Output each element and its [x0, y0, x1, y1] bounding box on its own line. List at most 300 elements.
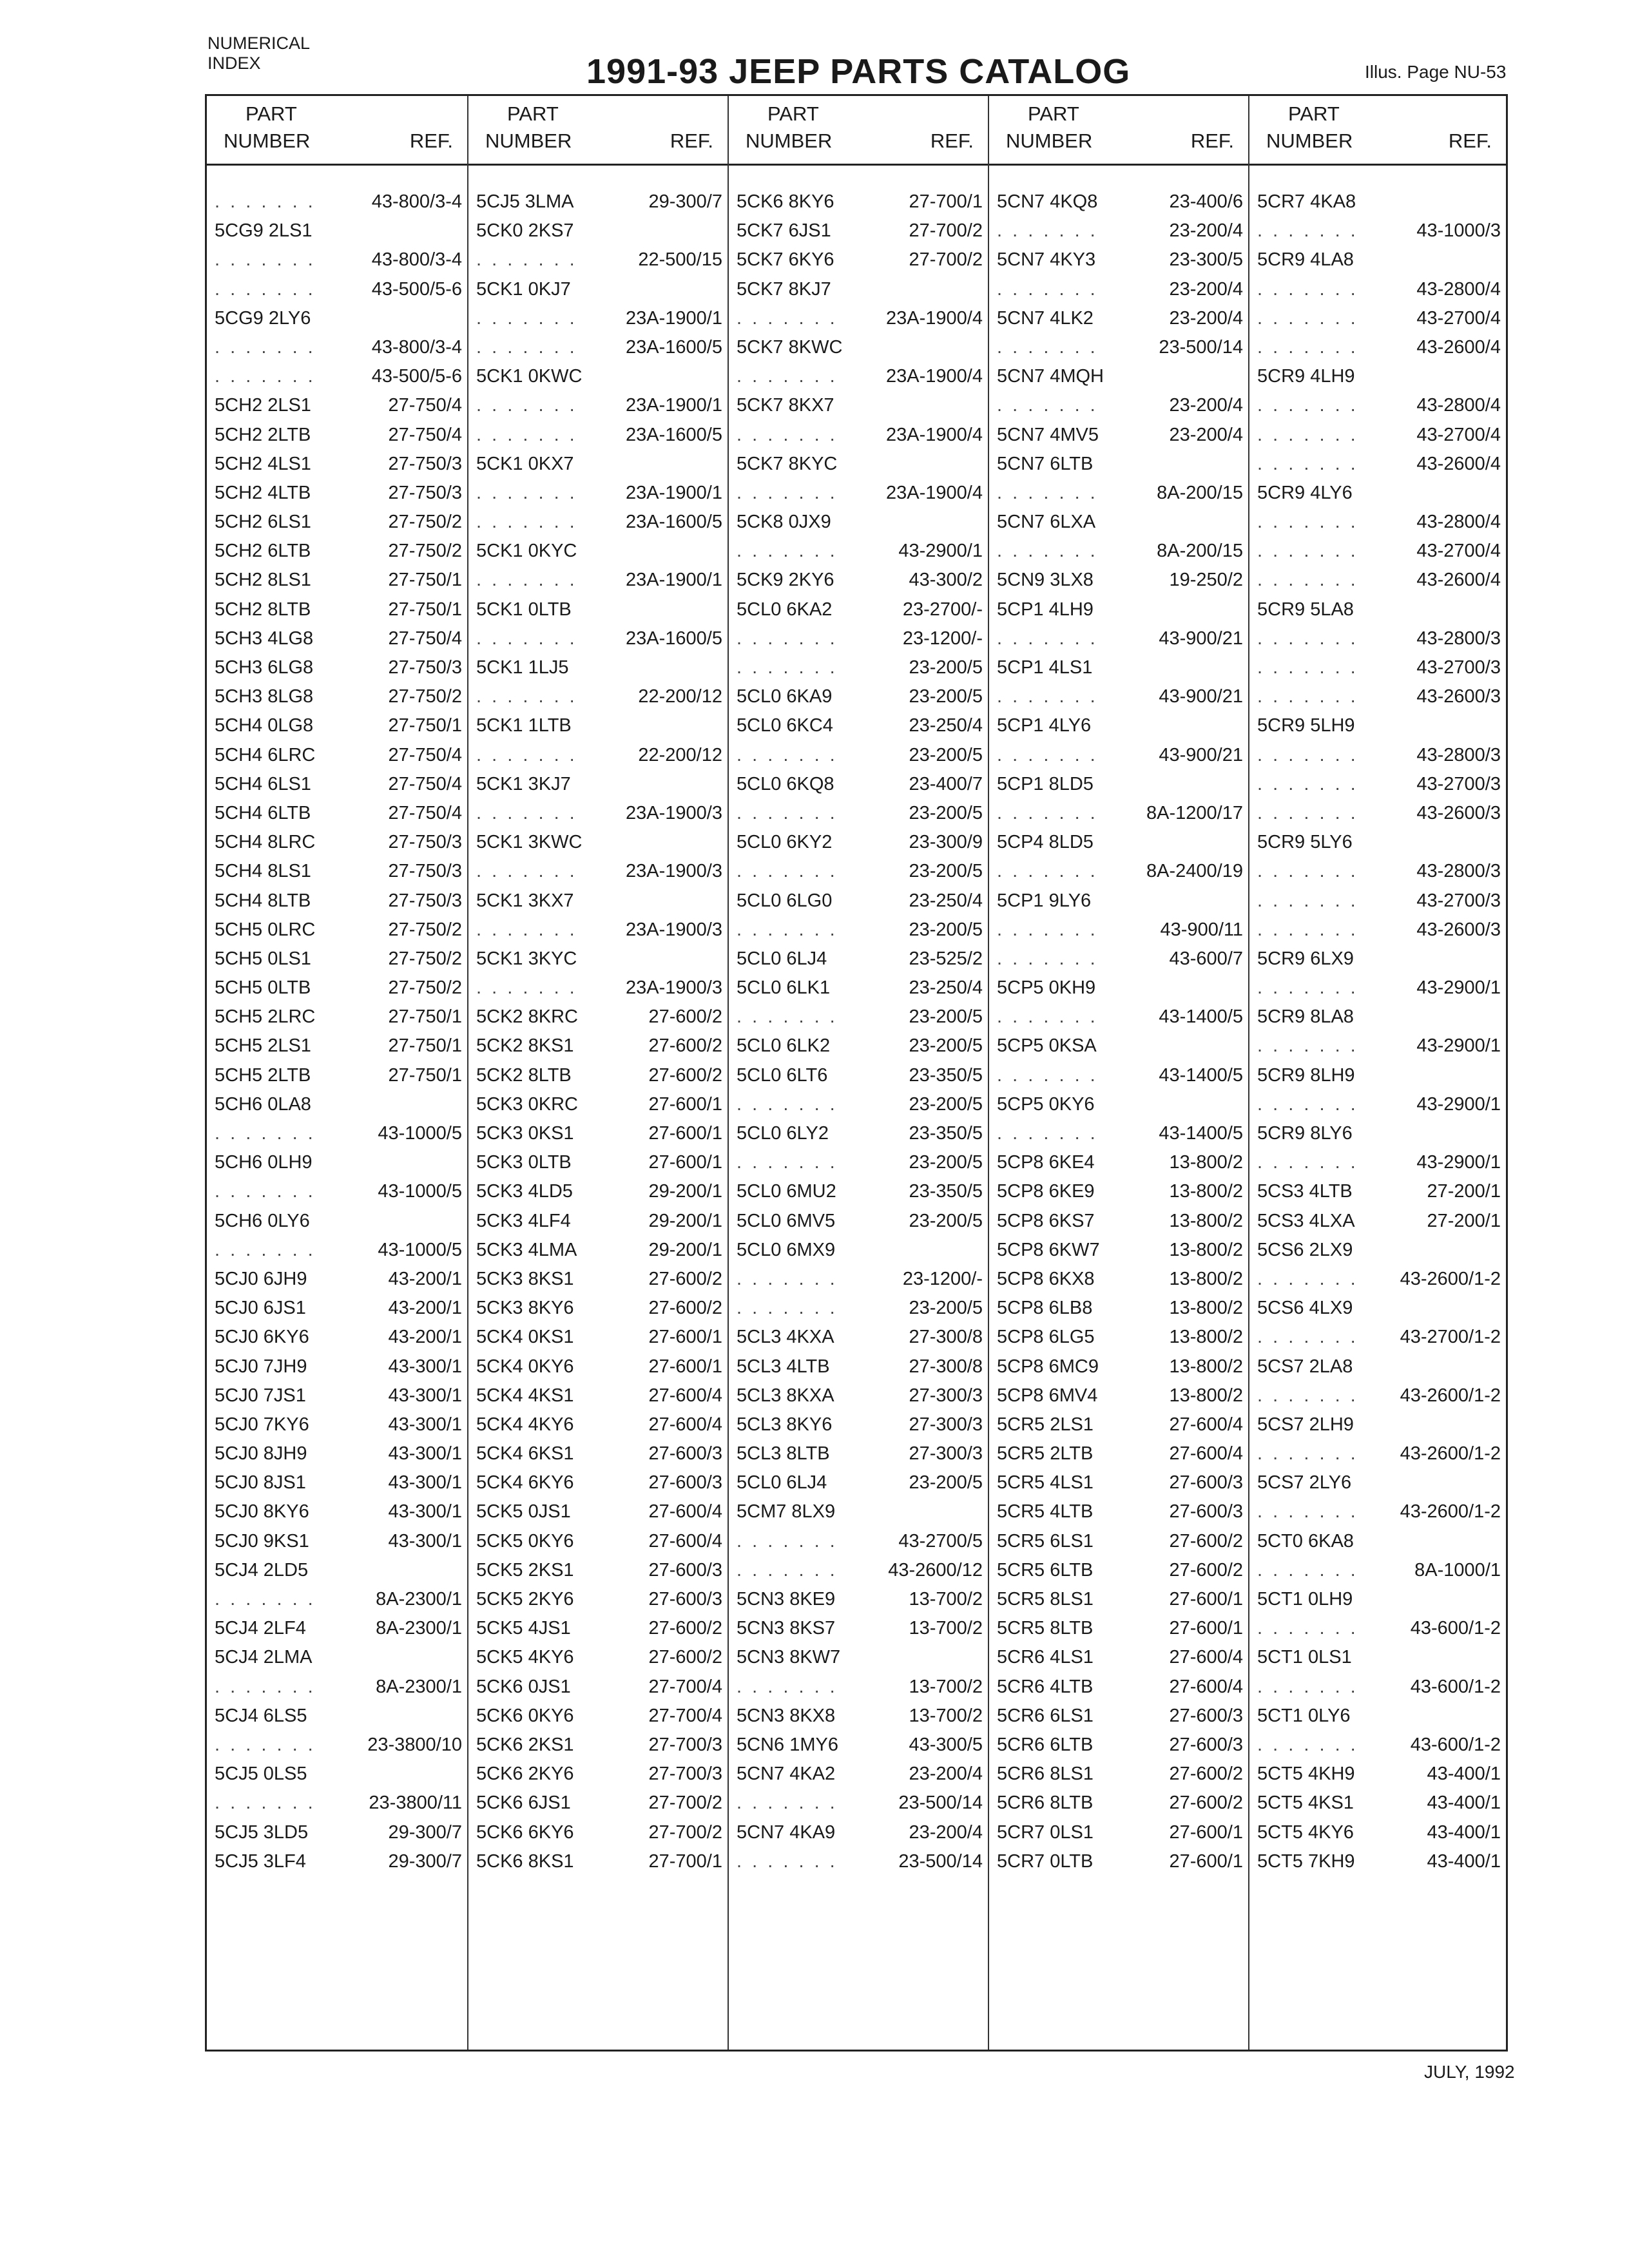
table-row	[1249, 740, 1506, 769]
ref-value: 27-750/2	[388, 686, 462, 707]
table-row	[207, 1642, 467, 1671]
table-row	[729, 361, 988, 390]
leader-dots: . . . . . . .	[1257, 919, 1358, 940]
table-row	[1249, 535, 1506, 564]
leader-dots: . . . . . . .	[215, 366, 316, 387]
table-row	[989, 215, 1248, 244]
ref-value: 27-600/2	[648, 1298, 722, 1319]
table-row	[207, 798, 467, 827]
table-row	[207, 1817, 467, 1846]
part-number: 5CR9 4LY6	[1257, 482, 1353, 503]
table-row	[1249, 1496, 1506, 1525]
leader-dots: . . . . . . .	[997, 628, 1098, 649]
table-row	[468, 1147, 728, 1176]
index-rows	[207, 186, 467, 1875]
table-row	[468, 1060, 728, 1089]
ref-value: 27-750/4	[388, 773, 462, 794]
part-number: 5CP1 8LD5	[997, 773, 1094, 794]
ref-value: 13-800/2	[1169, 1327, 1243, 1348]
table-row	[468, 1729, 728, 1758]
table-row	[468, 506, 728, 535]
ref-value: 43-2600/1-2	[1400, 1501, 1501, 1523]
leader-dots: . . . . . . .	[1257, 1734, 1358, 1755]
table-row	[1249, 827, 1506, 856]
table-row	[207, 1787, 467, 1816]
ref-value: 43-2600/12	[888, 1559, 983, 1581]
table-row	[729, 419, 988, 448]
part-number: 5CT5 7KH9	[1257, 1850, 1355, 1872]
part-number: 5CL0 6KA9	[737, 686, 833, 707]
leader-dots: . . . . . . .	[1257, 1327, 1358, 1348]
table-row	[207, 1729, 467, 1758]
table-row	[207, 1235, 467, 1264]
part-number: 5CJ0 6JS1	[215, 1298, 306, 1319]
part-number: 5CS7 2LY6	[1257, 1472, 1352, 1494]
part-number: 5CN7 4KA2	[737, 1763, 836, 1785]
table-row	[1249, 1700, 1506, 1729]
table-row	[989, 740, 1248, 769]
part-number: 5CT1 0LY6	[1257, 1705, 1351, 1726]
part-number: 5CG9 2LY6	[215, 307, 311, 329]
part-number: 5CR9 8LH9	[1257, 1064, 1355, 1086]
leader-dots: . . . . . . .	[1257, 1035, 1358, 1057]
index-column	[988, 96, 1248, 2050]
ref-value: 27-600/3	[1169, 1472, 1243, 1494]
ref-value: 27-750/1	[388, 1035, 462, 1057]
leader-dots: . . . . . . .	[997, 220, 1098, 242]
part-number: 5CH2 4LS1	[215, 453, 311, 474]
ref-value: 27-700/3	[648, 1763, 722, 1785]
ref-value: 27-750/4	[388, 802, 462, 823]
ref-value: 27-700/3	[648, 1734, 722, 1755]
part-number: 5CK7 6KY6	[737, 249, 834, 271]
ref-value: 29-200/1	[648, 1181, 722, 1202]
table-row	[729, 594, 988, 623]
part-number: 5CL3 8LTB	[737, 1443, 830, 1465]
table-row	[1249, 1467, 1506, 1496]
part-number: 5CN7 4MQH	[997, 366, 1104, 387]
table-row	[729, 1642, 988, 1671]
ref-value: 27-600/4	[648, 1501, 722, 1523]
leader-dots: . . . . . . .	[997, 278, 1098, 300]
leader-dots: . . . . . . .	[737, 541, 838, 562]
part-number: 5CN3 8KW7	[737, 1647, 841, 1668]
ref-value: 43-300/1	[388, 1385, 462, 1406]
leader-dots: . . . . . . .	[215, 336, 316, 358]
part-number: 5CK5 0KY6	[476, 1530, 574, 1552]
ref-value: 43-2600/4	[1416, 336, 1501, 358]
table-row	[989, 856, 1248, 885]
leader-dots: . . . . . . .	[476, 686, 577, 707]
part-number: 5CR9 8LA8	[1257, 1006, 1354, 1028]
leader-dots: . . . . . . .	[476, 919, 577, 940]
table-row	[989, 1351, 1248, 1380]
part-number: 5CJ5 3LF4	[215, 1850, 306, 1872]
ref-value: 23-200/5	[909, 861, 983, 882]
part-number: 5CK9 2KY6	[737, 570, 834, 591]
ref-value: 23A-1900/1	[626, 570, 722, 591]
ref-value: 13-700/2	[909, 1676, 983, 1697]
ref-value: 8A-2300/1	[376, 1618, 462, 1639]
part-number: 5CH5 0LS1	[215, 948, 311, 969]
column-header	[989, 96, 1248, 166]
table-row	[729, 652, 988, 681]
table-row	[468, 1584, 728, 1613]
table-row	[207, 1409, 467, 1438]
ref-value: 13-700/2	[909, 1618, 983, 1639]
index-rows	[1249, 186, 1506, 1875]
part-number: 5CH3 8LG8	[215, 686, 314, 707]
part-number: 5CL0 6MV5	[737, 1210, 836, 1231]
ref-value: 27-700/2	[648, 1792, 722, 1814]
table-row	[1249, 1176, 1506, 1205]
table-row	[989, 274, 1248, 303]
ref-value: 23-200/5	[909, 1298, 983, 1319]
part-number: 5CJ0 7JH9	[215, 1356, 307, 1377]
part-number: 5CH3 6LG8	[215, 657, 314, 678]
index-column	[207, 96, 467, 2050]
part-number: 5CJ0 8JH9	[215, 1443, 307, 1465]
part-number: 5CK5 2KY6	[476, 1589, 574, 1610]
part-number: 5CM7 8LX9	[737, 1501, 836, 1523]
leader-dots: . . . . . . .	[737, 1559, 838, 1581]
ref-value: 27-750/1	[388, 599, 462, 620]
ref-value: 23-250/4	[909, 890, 983, 911]
table-row	[207, 1321, 467, 1350]
ref-value: 8A-2300/1	[376, 1676, 462, 1697]
part-number: 5CP5 0KSA	[997, 1035, 1097, 1057]
ref-value: 43-300/1	[388, 1472, 462, 1494]
table-row	[989, 1060, 1248, 1089]
header-ref: REF.	[670, 130, 713, 152]
table-row	[989, 1206, 1248, 1235]
table-row	[468, 1351, 728, 1380]
part-number: 5CP8 6KE9	[997, 1181, 1095, 1202]
table-row	[468, 1846, 728, 1875]
table-row	[729, 1671, 988, 1700]
part-number: 5CN7 6LXA	[997, 512, 1096, 533]
leader-dots: . . . . . . .	[215, 1589, 316, 1610]
table-row	[989, 303, 1248, 332]
ref-value: 27-600/1	[648, 1356, 722, 1377]
ref-value: 23-200/5	[909, 1035, 983, 1057]
table-row	[989, 1293, 1248, 1321]
table-row	[207, 1089, 467, 1118]
part-number: 5CT1 0LH9	[1257, 1589, 1353, 1610]
table-row	[207, 1147, 467, 1176]
part-number: 5CH5 0LTB	[215, 977, 311, 999]
part-number: 5CR5 2LS1	[997, 1414, 1094, 1435]
part-number: 5CL3 4KXA	[737, 1327, 834, 1348]
ref-value: 43-2800/3	[1416, 861, 1501, 882]
table-row	[729, 972, 988, 1001]
part-number: 5CH4 8LS1	[215, 861, 311, 882]
part-number: 5CH5 2LS1	[215, 1035, 311, 1057]
table-row	[989, 390, 1248, 419]
ref-value: 23-1200/-	[902, 628, 983, 649]
part-number: 5CL0 6KQ8	[737, 773, 834, 794]
table-row	[989, 1584, 1248, 1613]
part-number: 5CP8 6KX8	[997, 1268, 1095, 1289]
ref-value: 27-600/1	[648, 1123, 722, 1144]
part-number: 5CK1 3KX7	[476, 890, 574, 911]
table-row	[468, 740, 728, 769]
ref-value: 43-2600/3	[1416, 686, 1501, 707]
header-part: PART	[1028, 102, 1079, 125]
part-number: 5CS3 4LXA	[1257, 1210, 1355, 1231]
part-number: 5CP8 6LB8	[997, 1298, 1093, 1319]
ref-value: 27-700/4	[648, 1676, 722, 1697]
table-row	[1249, 1584, 1506, 1613]
table-row	[468, 798, 728, 827]
leader-dots: . . . . . . .	[1257, 307, 1358, 329]
table-row	[468, 1642, 728, 1671]
part-number: 5CT5 4KH9	[1257, 1763, 1355, 1785]
leader-dots: . . . . . . .	[737, 628, 838, 649]
part-number: 5CP8 6KW7	[997, 1239, 1100, 1260]
ref-value: 43-2800/4	[1416, 395, 1501, 416]
part-number: 5CJ0 9KS1	[215, 1530, 309, 1552]
header-part: PART	[246, 102, 297, 125]
leader-dots: . . . . . . .	[476, 802, 577, 823]
ref-value: 27-600/2	[1169, 1792, 1243, 1814]
part-number: 5CH4 6LS1	[215, 773, 311, 794]
header-ref: REF.	[1190, 130, 1234, 152]
table-row	[207, 1758, 467, 1787]
part-number: 5CL0 6KY2	[737, 832, 833, 853]
part-number: 5CR9 4LH9	[1257, 366, 1355, 387]
ref-value: 23-200/5	[909, 1152, 983, 1173]
leader-dots: . . . . . . .	[737, 1850, 838, 1872]
leader-dots: . . . . . . .	[1257, 424, 1358, 445]
table-row	[207, 564, 467, 593]
ref-value: 43-800/3-4	[371, 336, 462, 358]
table-row	[729, 1496, 988, 1525]
table-row	[729, 740, 988, 769]
table-row	[729, 1030, 988, 1059]
leader-dots: . . . . . . .	[1257, 744, 1358, 765]
part-number: 5CN7 4KA9	[737, 1821, 836, 1843]
table-row	[468, 1555, 728, 1584]
table-row	[989, 244, 1248, 273]
ref-value: 27-600/4	[648, 1385, 722, 1406]
table-row	[989, 710, 1248, 739]
table-row	[729, 1089, 988, 1118]
ref-value: 23-1200/-	[902, 1268, 983, 1289]
ref-value: 23A-1900/3	[626, 977, 722, 999]
part-number: 5CS7 2LH9	[1257, 1414, 1354, 1435]
table-row	[729, 332, 988, 361]
leader-dots: . . . . . . .	[1257, 395, 1358, 416]
part-number: 5CJ0 7JS1	[215, 1385, 306, 1406]
ref-value: 27-300/3	[909, 1443, 983, 1465]
table-row	[729, 943, 988, 972]
leader-dots: . . . . . . .	[215, 1734, 316, 1755]
table-row	[1249, 1264, 1506, 1293]
part-number: 5CK3 4LMA	[476, 1239, 577, 1260]
ref-value: 23A-1900/4	[886, 482, 983, 503]
table-row	[207, 1264, 467, 1293]
leader-dots: . . . . . . .	[215, 1123, 316, 1144]
leader-dots: . . . . . . .	[997, 744, 1098, 765]
table-row	[1249, 769, 1506, 798]
part-number: 5CH4 6LRC	[215, 744, 316, 765]
ref-value: 43-2700/4	[1416, 307, 1501, 329]
leader-dots: . . . . . . .	[1257, 453, 1358, 474]
part-number: 5CJ4 2LF4	[215, 1618, 306, 1639]
table-row	[1249, 1147, 1506, 1176]
part-number: 5CH5 0LRC	[215, 919, 316, 940]
part-number: 5CR7 0LS1	[997, 1821, 1094, 1843]
leader-dots: . . . . . . .	[476, 628, 577, 649]
table-row	[989, 1846, 1248, 1875]
ref-value: 27-750/1	[388, 715, 462, 736]
ref-value: 22-200/12	[638, 744, 722, 765]
part-number: 5CR6 4LTB	[997, 1676, 1094, 1697]
table-row	[1249, 594, 1506, 623]
table-row	[207, 1467, 467, 1496]
table-row	[989, 1438, 1248, 1467]
ref-value: 29-300/7	[648, 191, 722, 212]
ref-value: 27-600/4	[1169, 1676, 1243, 1697]
part-number: 5CH5 2LTB	[215, 1064, 311, 1086]
ref-value: 23-200/5	[909, 657, 983, 678]
part-number: 5CK6 2KY6	[476, 1763, 574, 1785]
ref-value: 43-300/1	[388, 1530, 462, 1552]
leader-dots: . . . . . . .	[1257, 977, 1358, 999]
ref-value: 43-2600/4	[1416, 453, 1501, 474]
table-row	[989, 361, 1248, 390]
ref-value: 27-750/1	[388, 570, 462, 591]
part-number: 5CK7 8KX7	[737, 395, 834, 416]
table-row	[989, 477, 1248, 506]
ref-value: 8A-200/15	[1157, 541, 1243, 562]
part-number: 5CH2 2LTB	[215, 424, 311, 445]
table-row	[989, 1001, 1248, 1030]
table-row	[1249, 1555, 1506, 1584]
part-number: 5CJ5 3LMA	[476, 191, 574, 212]
ref-value: 43-500/5-6	[371, 366, 462, 387]
ref-value: 43-900/21	[1159, 628, 1243, 649]
part-number: 5CR5 6LTB	[997, 1559, 1094, 1581]
ref-value: 23-500/14	[1159, 336, 1243, 358]
leader-dots: . . . . . . .	[215, 249, 316, 271]
ref-value: 27-600/4	[648, 1530, 722, 1552]
table-row	[468, 1030, 728, 1059]
part-number: 5CK1 0LTB	[476, 599, 572, 620]
page-date: JULY, 1992	[1424, 2062, 1515, 2082]
table-row	[468, 274, 728, 303]
ref-value: 23A-1900/1	[626, 307, 722, 329]
leader-dots: . . . . . . .	[737, 919, 838, 940]
table-row	[468, 623, 728, 652]
part-number: 5CH2 8LTB	[215, 599, 311, 620]
ref-value: 23-200/5	[909, 802, 983, 823]
part-number: 5CK1 0KYC	[476, 541, 577, 562]
ref-value: 27-600/2	[648, 1647, 722, 1668]
table-row	[989, 1817, 1248, 1846]
part-number: 5CT0 6KA8	[1257, 1530, 1354, 1552]
leader-dots: . . . . . . .	[215, 1239, 316, 1260]
ref-value: 23-200/5	[909, 1210, 983, 1231]
ref-value: 23-250/4	[909, 715, 983, 736]
leader-dots: . . . . . . .	[737, 1792, 838, 1814]
table-row	[207, 303, 467, 332]
part-number: 5CR9 5LA8	[1257, 599, 1354, 620]
ref-value: 13-800/2	[1169, 1268, 1243, 1289]
table-row	[1249, 1293, 1506, 1321]
table-row	[729, 1758, 988, 1787]
leader-dots: . . . . . . .	[737, 1676, 838, 1697]
table-row	[468, 1118, 728, 1147]
table-row	[729, 623, 988, 652]
table-row	[207, 1060, 467, 1089]
leader-dots: . . . . . . .	[997, 802, 1098, 823]
leader-dots: . . . . . . .	[737, 366, 838, 387]
ref-value: 43-900/21	[1159, 686, 1243, 707]
ref-value: 27-700/1	[909, 191, 983, 212]
table-row	[207, 1584, 467, 1613]
table-row	[989, 1380, 1248, 1409]
table-row	[468, 564, 728, 593]
table-row	[729, 535, 988, 564]
table-row	[468, 1671, 728, 1700]
leader-dots: . . . . . . .	[215, 1181, 316, 1202]
table-row	[468, 1089, 728, 1118]
ref-value: 43-2600/3	[1416, 802, 1501, 823]
ref-value: 27-750/2	[388, 948, 462, 969]
ref-value: 43-300/1	[388, 1356, 462, 1377]
part-number: 5CJ5 3LD5	[215, 1821, 309, 1843]
ref-value: 23-200/4	[1169, 307, 1243, 329]
ref-value: 43-300/5	[909, 1734, 983, 1755]
table-row	[207, 390, 467, 419]
table-row	[1249, 1409, 1506, 1438]
table-row	[1249, 1060, 1506, 1089]
part-number: 5CP8 6MV4	[997, 1385, 1098, 1406]
table-row	[1249, 215, 1506, 244]
ref-value: 27-750/4	[388, 424, 462, 445]
table-row	[1249, 1380, 1506, 1409]
ref-value: 43-2700/1-2	[1400, 1327, 1501, 1348]
ref-value: 23-525/2	[909, 948, 983, 969]
table-row	[207, 856, 467, 885]
ref-value: 23-350/5	[909, 1181, 983, 1202]
leader-dots: . . . . . . .	[215, 191, 316, 212]
table-row	[468, 1293, 728, 1321]
table-row	[468, 1438, 728, 1467]
part-number: 5CK4 6KY6	[476, 1472, 574, 1494]
table-row	[468, 1321, 728, 1350]
part-number: 5CK2 8LTB	[476, 1064, 572, 1086]
part-number: 5CK1 3KYC	[476, 948, 577, 969]
leader-dots: . . . . . . .	[1257, 1676, 1358, 1697]
leader-dots: . . . . . . .	[997, 482, 1098, 503]
ref-value: 27-750/3	[388, 482, 462, 503]
table-row	[729, 506, 988, 535]
table-row	[729, 564, 988, 593]
table-row	[989, 419, 1248, 448]
part-number: 5CL0 6KC4	[737, 715, 833, 736]
part-number: 5CR9 5LY6	[1257, 832, 1353, 853]
table-row	[468, 1758, 728, 1787]
table-row	[468, 1613, 728, 1642]
ref-value: 43-2800/3	[1416, 628, 1501, 649]
ref-value: 27-600/2	[1169, 1530, 1243, 1552]
ref-value: 23A-1900/1	[626, 395, 722, 416]
part-number: 5CR5 2LTB	[997, 1443, 1094, 1465]
header-part: PART	[507, 102, 559, 125]
